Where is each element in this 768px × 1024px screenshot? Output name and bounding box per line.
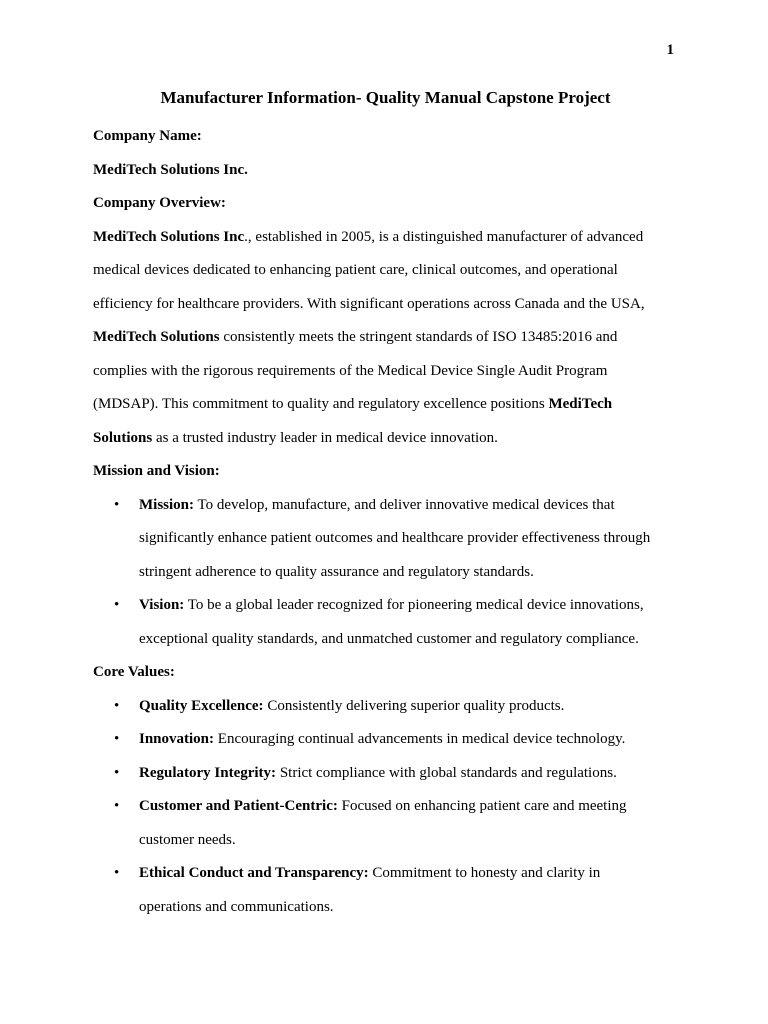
company-overview-heading: Company Overview: <box>93 195 226 211</box>
vision-label: Vision: <box>139 597 185 613</box>
overview-text: consistently meets the stringent standards of ISO 13485:2016 and <box>219 329 618 345</box>
core-value-item <box>93 857 678 924</box>
overview-text: medical devices dedicated to enhancing patient care, clinical outcomes, and operational <box>93 262 618 278</box>
company-name-heading: Company Name: <box>93 128 202 144</box>
bullet-icon: • <box>114 496 120 513</box>
core-value-label: Quality Excellence: <box>139 697 264 714</box>
mission-label: Mission: <box>139 496 195 513</box>
mission-text: significantly enhance patient outcomes and healthcare provider effectiveness through <box>139 530 651 546</box>
company-name: MediTech Solutions Inc. <box>93 161 248 178</box>
bullet-icon: • <box>114 865 120 881</box>
vision-list-item <box>93 589 678 656</box>
bullet-icon: • <box>114 731 120 747</box>
core-value-label: Innovation: <box>139 731 215 747</box>
mission-vision-heading: Mission and Vision: <box>93 463 220 479</box>
core-values-heading: Core Values: <box>93 664 175 680</box>
company-overview-paragraph <box>93 221 678 456</box>
bullet-icon: • <box>114 798 120 814</box>
document-title: Manufacturer Information- Quality Manual Capstone Project <box>160 88 611 107</box>
core-value-label: Customer and Patient-Centric: <box>139 798 338 814</box>
core-value-item <box>93 757 678 791</box>
overview-company-bold: MediTech <box>548 396 613 412</box>
core-value-item <box>93 723 678 757</box>
overview-text: complies with the rigorous requirements of the Medical Device Single Audit Program <box>93 362 608 379</box>
bullet-icon: • <box>114 597 120 613</box>
overview-text: ., established in 2005, is a distinguished manufacturer of advanced <box>244 228 644 245</box>
vision-text: exceptional quality standards, and unmatched customer and regulatory compliance. <box>139 630 639 647</box>
core-value-text: Strict compliance with global standards and regulations. <box>276 764 617 781</box>
overview-company-bold: Solutions <box>93 429 153 446</box>
bullet-icon: • <box>114 697 120 714</box>
core-value-label: Ethical Conduct and Transparency: <box>139 865 369 881</box>
mission-list-item <box>93 489 678 590</box>
overview-text: (MDSAP). This commitment to quality and regulatory excellence positions <box>93 396 549 412</box>
page-number: 1 <box>666 42 674 58</box>
core-value-text: operations and communications. <box>139 898 334 915</box>
core-value-item <box>93 690 678 724</box>
core-value-text: Encouraging continual advancements in medical device technology. <box>214 731 626 747</box>
overview-company-bold: MediTech Solutions <box>93 329 220 345</box>
core-value-text: Commitment to honesty and clarity in <box>368 865 601 881</box>
core-value-text: Consistently delivering superior quality products. <box>263 697 565 714</box>
overview-company-bold: MediTech Solutions Inc <box>93 228 245 245</box>
mission-text: To develop, manufacture, and deliver innovative medical devices that <box>194 496 615 513</box>
core-value-item <box>93 790 678 857</box>
overview-text: efficiency for healthcare providers. With significant operations across Canada and the USA, <box>93 295 645 312</box>
mission-text: stringent adherence to quality assurance and regulatory standards. <box>139 563 534 580</box>
core-value-label: Regulatory Integrity: <box>139 764 277 781</box>
core-value-text: customer needs. <box>139 831 236 848</box>
bullet-icon: • <box>114 764 120 781</box>
overview-text: as a trusted industry leader in medical device innovation. <box>152 429 498 446</box>
vision-text: To be a global leader recognized for pioneering medical device innovations, <box>184 597 644 613</box>
core-value-text: Focused on enhancing patient care and meeting <box>337 798 627 814</box>
document-body <box>93 85 678 924</box>
